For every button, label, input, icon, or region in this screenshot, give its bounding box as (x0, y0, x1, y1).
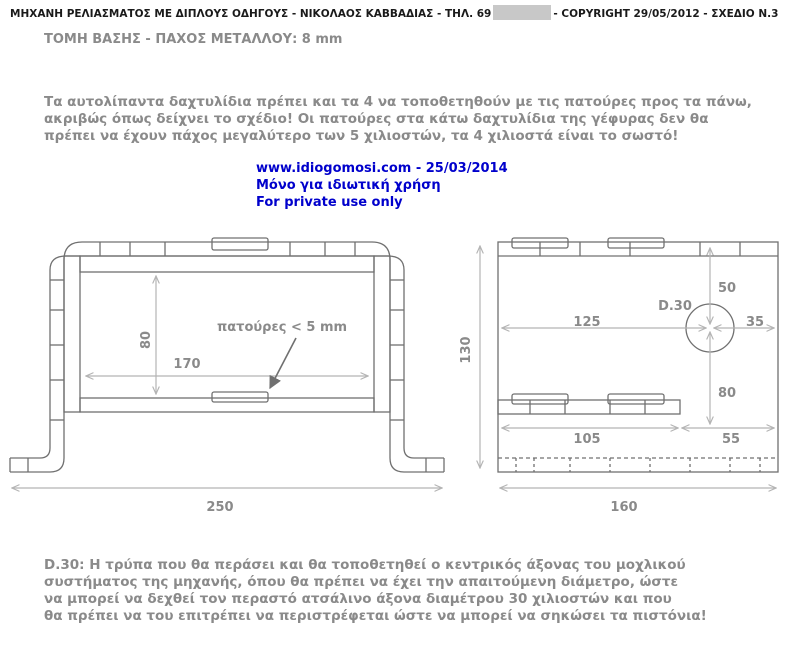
dim-label-125: 125 (573, 315, 601, 330)
dim-label-35: 35 (745, 315, 765, 330)
header-left: ΜΗΧΑΝΗ ΡΕΛΙΑΣΜΑΤΟΣ ΜΕ ΔΙΠΛΟΥΣ ΟΔΗΓΟΥΣ - ΝΙΚΟΛΑΟΣ ΚΑΒΒΑΔΙΑΣ - ΤΗΛ. 69 (10, 8, 492, 20)
top-inner-plate (80, 256, 374, 272)
callout-arrow (270, 338, 296, 388)
dim-label-80: 80 (139, 330, 154, 350)
top-bushing (212, 238, 268, 250)
dim-label-250: 250 (206, 500, 234, 515)
dim-label-170: 170 (173, 357, 201, 372)
note-line: Τα αυτολίπαντα δαχτυλίδια πρέπει και τα 4 να τοποθετηθούν με τις πατούρες προς τα πάνω, (44, 94, 752, 110)
left-view-dimensions (12, 276, 442, 488)
lower-bridge-plate (498, 400, 680, 414)
hole-note-line: να μπορεί να δεχθεί τον περαστό ατσάλινο άξονα διαμέτρου 30 χιλιοστών και που (44, 591, 672, 607)
section-subtitle: ΤΟΜΗ ΒΑΣΗΣ - ΠΑΧΟΣ ΜΕΤΑΛΛΟΥ: 8 mm (44, 32, 343, 47)
hole-note-line: θα πρέπει να του επιτρέπει να περιστρέφεται ώστε να μπορεί να σηκώσει τα πιστόνια! (44, 608, 707, 624)
bracket-outer (10, 242, 444, 472)
left-inner-wall (64, 256, 80, 412)
lower-bushing-left (512, 394, 568, 404)
hole-label: D.30 (658, 299, 692, 314)
website-line: www.idiogomosi.com - 25/03/2014 (256, 161, 508, 176)
bracket-inner (10, 256, 444, 458)
lower-bushing-right (608, 394, 664, 404)
private-use-greek: Μόνο για ιδιωτική χρήση (256, 178, 441, 193)
bridge-bushing (212, 392, 268, 402)
dim-label-105: 105 (573, 432, 601, 447)
hole-note-line: συστήματος της μηχανής, όπου θα πρέπει να έχει την απαιτούμενη διάμετρο, ώστε (44, 574, 679, 590)
left-view (10, 238, 444, 472)
dim-label-80-right: 80 (717, 386, 737, 401)
top-bushing-right (608, 238, 664, 248)
dim-label-55: 55 (721, 432, 741, 447)
note-line: πρέπει να έχουν πάχος μεγαλύτερο των 5 χιλιοστών, τα 4 χιλιοστά είναι το σωστό! (44, 128, 679, 144)
dim-label-50: 50 (717, 281, 737, 296)
dim-label-160: 160 (610, 500, 638, 515)
dim-label-130: 130 (459, 336, 474, 364)
hole-description (44, 557, 784, 625)
note-line: ακριβώς όπως δείχνει το σχέδιο! Οι πατούρες στα κάτω δαχτυλίδια της γέφυρας δεν θα (44, 111, 709, 127)
private-use-english: For private use only (256, 195, 403, 210)
bridge-plate (80, 398, 374, 412)
callout-label: πατούρες < 5 mm (216, 320, 348, 335)
hole-note-line: D.30: Η τρύπα που θα περάσει και θα τοποθετηθεί ο κεντρικός άξονας του μοχλικού (44, 557, 686, 573)
header-right: - COPYRIGHT 29/05/2012 - ΣΧΕΔΙΟ Ν.3 (553, 8, 779, 20)
right-inner-wall (374, 256, 390, 412)
